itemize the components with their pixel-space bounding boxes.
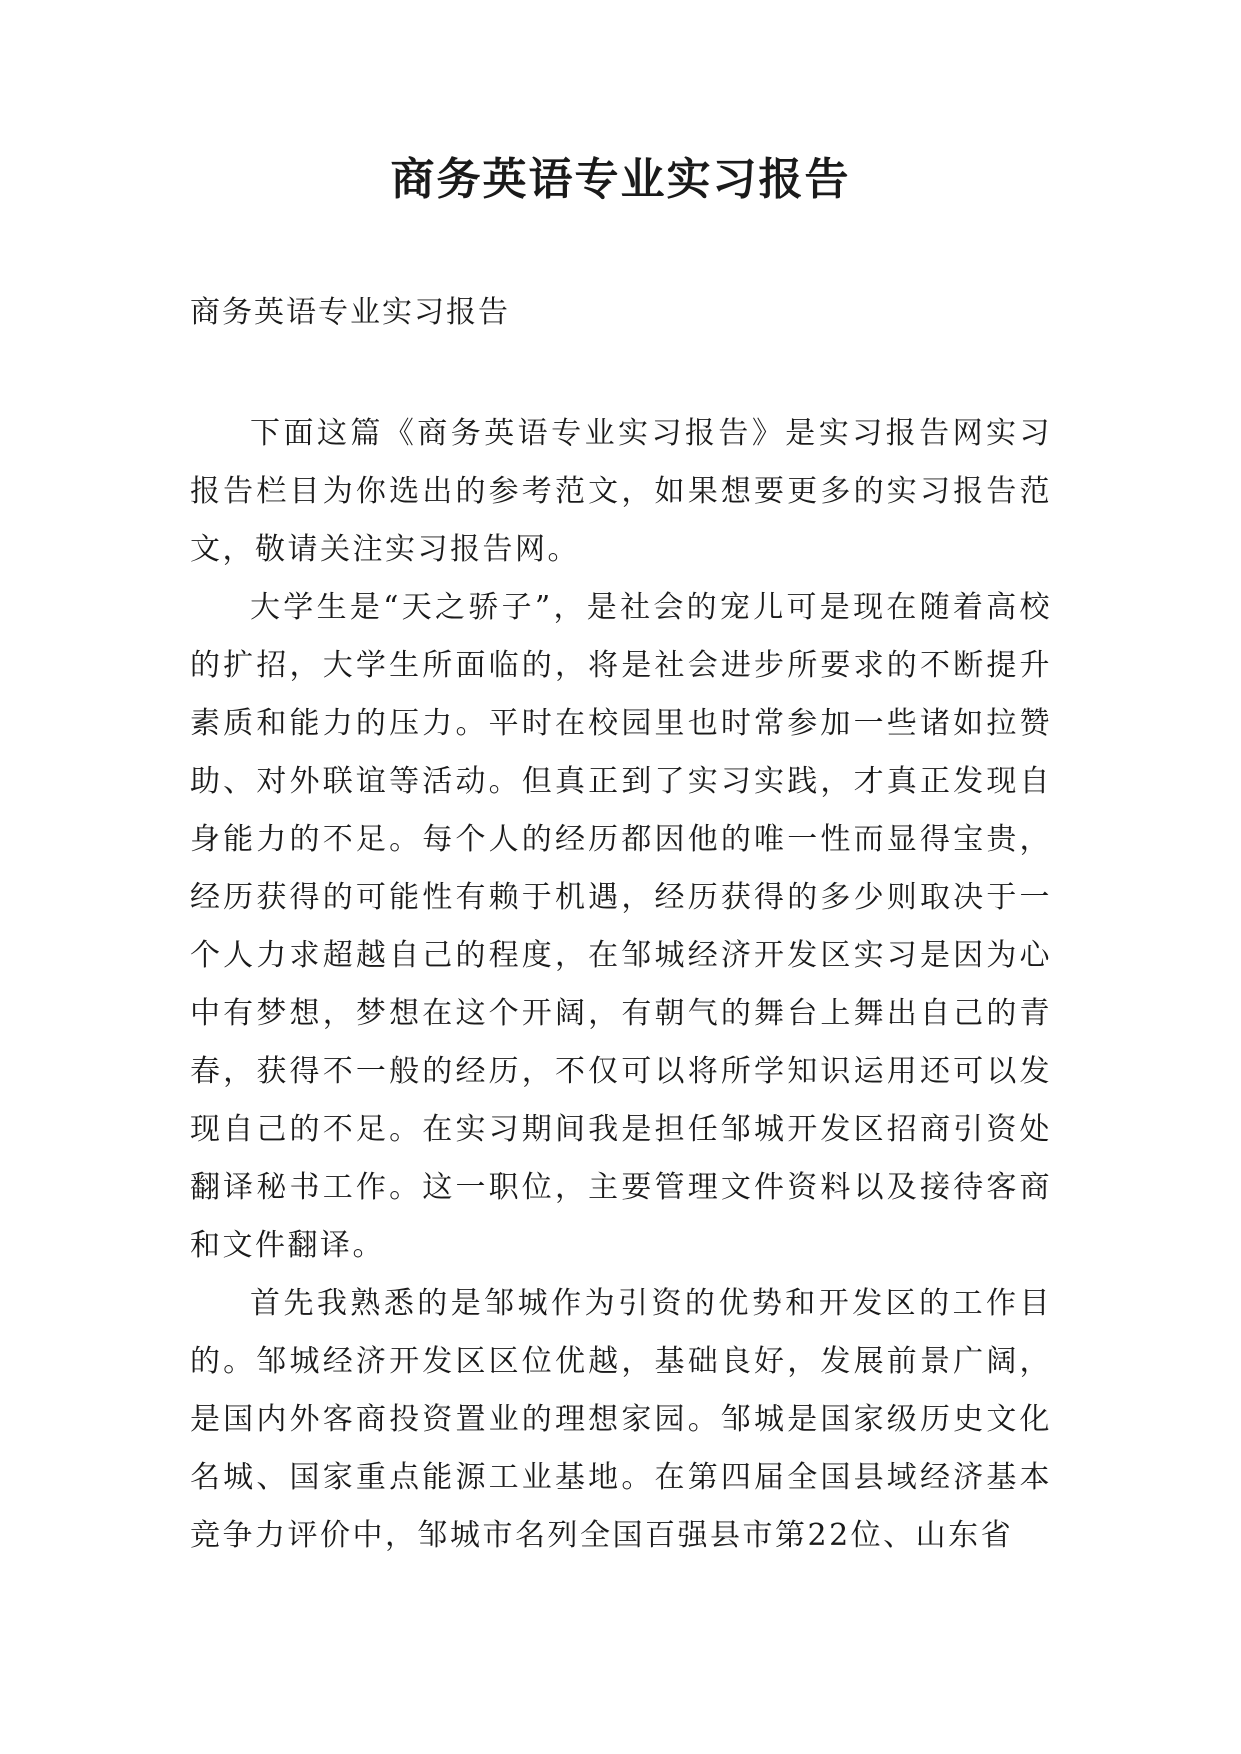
document-body — [190, 405, 1052, 1565]
paragraph-experience: 大学生是“天之骄子”，是社会的宠儿可是现在随着高校的扩招，大学生所面临的，将是社会进步所要求的不断提升素质和能力的压力。平时在校园里也时常参加一些诸如拉赞助、对外联谊等活动。但真正到了实习实践，才真正发现自身能力的不足。每个人的经历都因他的唯一性而显得宝贵，经历获得的可能性有赖于机遇，经历获得的多少则取决于一个人力求超越自己的程度，在邹城经济开发区实习是因为心中有梦想，梦想在这个开阔，有朝气的舞台上舞出自己的青春，获得不一般的经历，不仅可以将所学知识运用还可以发现自己的不足。在实习期间我是担任邹城开发区招商引资处翻译秘书工作。这一职位，主要管理文件资料以及接待客商和文件翻译。 — [190, 590, 1052, 1263]
document-subtitle: 商务英语专业实习报告 — [190, 295, 510, 330]
document-title: 商务英语专业实习报告 — [390, 154, 851, 205]
paragraph-zoucheng: 首先我熟悉的是邹城作为引资的优势和开发区的工作目的。邹城经济开发区区位优越，基础良好，发展前景广阔，是国内外客商投资置业的理想家园。邹城是国家级历史文化名城、国家重点能源工业基地。在第四届全国县域经济基本竞争力评价中，邹城市名列全国百强县市第22位、山东省 — [190, 1286, 1052, 1553]
paragraph-intro: 下面这篇《商务英语专业实习报告》是实习报告网实习报告栏目为你选出的参考范文，如果想要更多的实习报告范文，敬请关注实习报告网。 — [190, 416, 1052, 567]
